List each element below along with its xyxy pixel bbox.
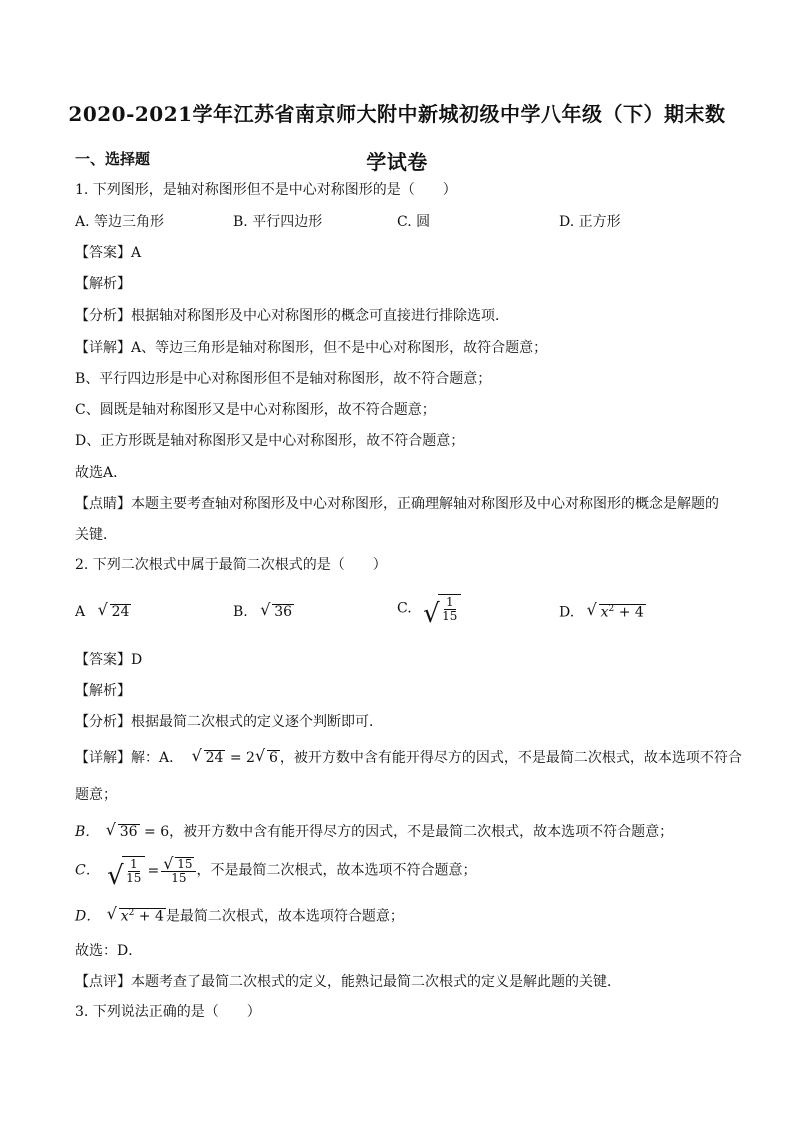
denominator: 15 bbox=[442, 609, 458, 624]
q1-xiangjie-1: 【详解】A、等边三角形是轴对称图形，但不是中心对称图形，故符合题意； bbox=[75, 340, 548, 356]
variable: x bbox=[120, 908, 129, 925]
numerator: √ 1 bbox=[445, 595, 454, 609]
sqrt-expression bbox=[589, 604, 646, 620]
denominator: 15 bbox=[126, 871, 142, 886]
radicand: 36 bbox=[119, 824, 138, 840]
document-title-line2: 学试卷 bbox=[366, 150, 428, 174]
sqrt-expression bbox=[165, 857, 194, 871]
q2-option-d-label: D. bbox=[559, 604, 575, 621]
q2-xiangjie-b bbox=[75, 824, 673, 839]
q1-xiangjie-2: B、平行四边形是中心对称图形但不是轴对称图形，故不符合题意； bbox=[75, 371, 492, 387]
q2-option-d bbox=[559, 604, 646, 620]
equals-sign: = bbox=[147, 862, 160, 879]
q2-xiangjie-c bbox=[75, 856, 476, 885]
q1-stem: 1. 下列图形，是轴对称图形但不是中心对称图形的是（ ） bbox=[75, 182, 457, 198]
q2-option-a bbox=[75, 604, 131, 619]
radicand-rest: + 4 bbox=[134, 908, 164, 925]
sqrt-fraction-expression bbox=[426, 594, 461, 623]
q1-analysis-tag: 【解析】 bbox=[75, 276, 131, 292]
xiangjie-d-text: 是最简二次根式，故本选项符合题意； bbox=[165, 908, 404, 925]
q1-xiangjie-4: D、正方形既是轴对称图形又是中心对称图形，故不符合题意； bbox=[75, 433, 465, 449]
q2-option-b bbox=[233, 604, 294, 619]
sqrt-fraction-expression bbox=[110, 856, 145, 885]
q2-xiangjie-d bbox=[75, 908, 404, 924]
numerator: √ 1 bbox=[129, 857, 138, 871]
q1-xiangjie-3: C、圆既是轴对称图形又是中心对称图形，故不符合题意； bbox=[75, 402, 436, 418]
sqrt-expression bbox=[194, 750, 226, 765]
fraction-expression bbox=[161, 857, 196, 885]
exponent: 2 bbox=[608, 604, 615, 614]
q2-answer: 【答案】D bbox=[75, 652, 143, 668]
radicand-rest: + 4 bbox=[614, 604, 644, 621]
xiangjie-a-text: ，被开方数中含有能开得尽方的因式，不是最简二次根式，故本选项不符合 bbox=[279, 750, 742, 766]
q2-xiangjie-a bbox=[75, 750, 742, 765]
radicand: 24 bbox=[205, 750, 224, 766]
q1-fenxi: 【分析】根据轴对称图形及中心对称图形的概念可直接进行排除选项． bbox=[75, 308, 509, 324]
exponent: 2 bbox=[128, 908, 135, 918]
q1-option-a: A. 等边三角形 bbox=[75, 214, 165, 230]
c-label: C． bbox=[75, 862, 100, 879]
section-heading: 一、选择题 bbox=[75, 150, 151, 168]
xiangjie-c-text: ，不是最简二次根式，故本选项不符合题意； bbox=[196, 862, 477, 879]
sqrt-expression bbox=[108, 824, 140, 839]
sqrt-expression bbox=[262, 604, 294, 619]
q2-dianping: 【点评】本题考查了最简二次根式的定义，能熟记最简二次根式的定义是解此题的关键． bbox=[75, 974, 621, 990]
xiangjie-prefix: 【详解】解：A． bbox=[75, 750, 184, 766]
radicand: 6 bbox=[268, 750, 278, 766]
xiangjie-b-text: ，被开方数中含有能开得尽方的因式，不是最简二次根式，故本选项不符合题意； bbox=[169, 824, 674, 840]
sqrt-expression bbox=[100, 604, 132, 619]
q1-answer: 【答案】A bbox=[75, 245, 142, 261]
q1-dianjing-2: 关键． bbox=[75, 527, 117, 543]
document-title-line1: 2020-2021学年江苏省南京师大附中新城初级中学八年级（下）期末数 bbox=[68, 102, 726, 126]
equals-part: = 2 bbox=[225, 750, 255, 766]
q2-option-c bbox=[397, 594, 461, 623]
q2-analysis-tag: 【解析】 bbox=[75, 683, 131, 699]
radicand: 24 bbox=[111, 604, 130, 620]
q2-stem: 2. 下列二次根式中属于最简二次根式的是（ ） bbox=[75, 557, 387, 573]
q2-option-b-label: B. bbox=[233, 604, 248, 620]
q2-conclusion: 故选：D． bbox=[75, 943, 143, 959]
variable: x bbox=[600, 604, 609, 621]
d-label: D． bbox=[75, 908, 101, 925]
b-label: B． bbox=[75, 824, 100, 840]
q1-conclusion: 故选A． bbox=[75, 465, 128, 481]
q3-stem: 3. 下列说法正确的是（ ） bbox=[75, 1004, 261, 1020]
radicand: 36 bbox=[274, 604, 293, 620]
q2-fenxi: 【分析】根据最简二次根式的定义逐个判断即可． bbox=[75, 714, 383, 730]
q2-option-c-label: C. bbox=[397, 600, 412, 617]
q1-option-c: C. 圆 bbox=[397, 214, 431, 230]
q1-option-d: D. 正方形 bbox=[559, 214, 621, 230]
q1-option-b: B. 平行四边形 bbox=[233, 214, 323, 230]
denominator: 15 bbox=[171, 870, 187, 885]
equals-part: = 6 bbox=[139, 824, 170, 840]
sqrt-expression bbox=[109, 908, 166, 924]
q2-xiangjie-a-cont: 题意； bbox=[75, 787, 117, 803]
sqrt-expression bbox=[257, 750, 280, 765]
q1-dianjing-1: 【点睛】本题主要考查轴对称图形及中心对称图形，正确理解轴对称图形及中心对称图形的概念是解题的 bbox=[75, 496, 719, 512]
q2-option-a-label: A bbox=[75, 604, 86, 620]
radicand: 15 bbox=[177, 856, 193, 871]
